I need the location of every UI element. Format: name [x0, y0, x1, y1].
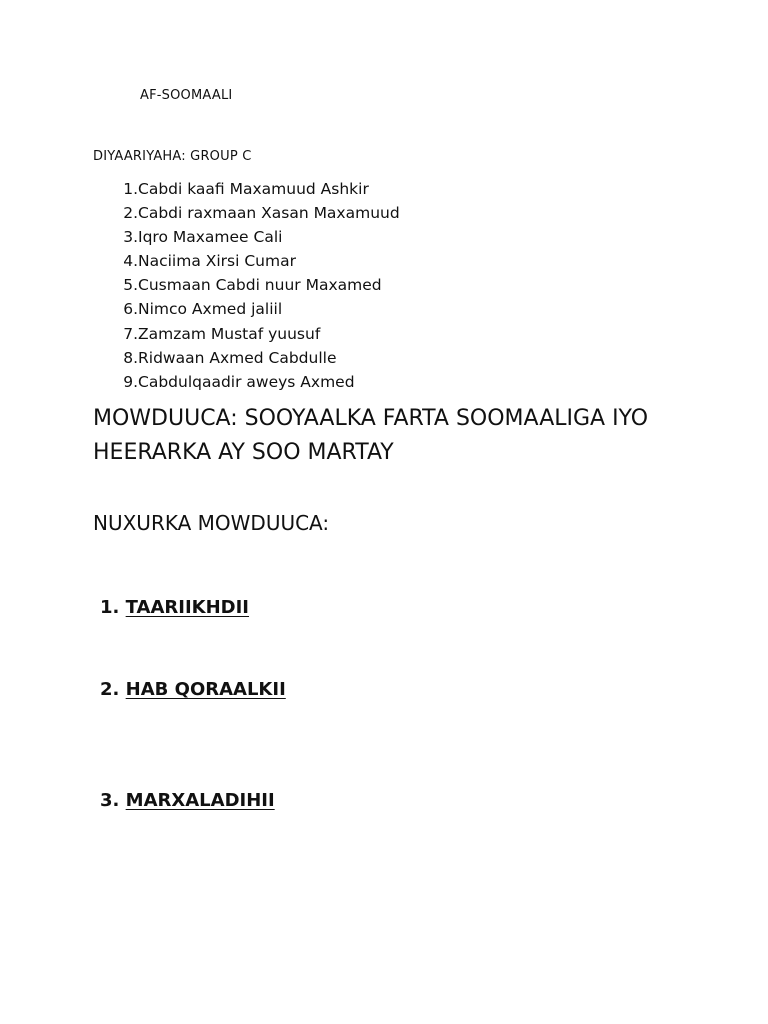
- list-item-number: 9.: [123, 372, 138, 391]
- list-item-number: 7.: [123, 324, 138, 343]
- group-members-list: [93, 177, 400, 394]
- list-item: [93, 322, 400, 346]
- list-item: [93, 249, 400, 273]
- section-heading-history: [100, 597, 249, 618]
- list-item-number: 3.: [123, 228, 138, 247]
- list-item-number: 1.: [123, 180, 138, 198]
- list-item: [93, 177, 400, 201]
- member-name: Cusmaan Cabdi nuur Maxamed: [138, 276, 382, 295]
- member-name: Cabdi kaafi Maxamuud Ashkir: [138, 180, 369, 198]
- list-item: [93, 297, 400, 321]
- section-title: TAARIIKHDII: [125, 597, 250, 618]
- list-item-number: 4.: [123, 252, 138, 271]
- section-heading-writing-system: [100, 679, 286, 700]
- member-name: Nimco Axmed jaliil: [138, 300, 283, 319]
- list-item-number: 2.: [123, 204, 138, 223]
- list-item: [93, 370, 400, 394]
- section-title: HAB QORAALKII: [125, 679, 286, 700]
- section-heading-stages: [100, 790, 275, 811]
- section-number: 2.: [100, 679, 120, 700]
- member-name: Ridwaan Axmed Cabdulle: [138, 348, 337, 367]
- prepared-by-label: DIYAARIYAHA: GROUP C: [93, 149, 252, 164]
- list-item: [93, 201, 400, 225]
- topic-title: MOWDUUCA: SOOYAALKA FARTA SOOMAALIGA IYO HEERARKA AY SOO MARTAY: [93, 406, 649, 465]
- member-name: Cabdi raxmaan Xasan Maxamuud: [138, 204, 400, 223]
- section-number: 1.: [100, 597, 120, 618]
- list-item: [93, 225, 400, 249]
- member-name: Zamzam Mustaf yuusuf: [138, 324, 321, 343]
- list-item-number: 6.: [123, 300, 138, 319]
- member-name: Cabdulqaadir aweys Axmed: [138, 372, 355, 391]
- list-item: [93, 273, 400, 297]
- list-item-number: 5.: [123, 276, 138, 295]
- list-item: [93, 346, 400, 370]
- member-name: Iqro Maxamee Cali: [138, 228, 283, 247]
- subject-label: AF-SOOMAALI: [140, 88, 233, 103]
- list-item-number: 8.: [123, 348, 138, 367]
- content-heading: NUXURKA MOWDUUCA:: [93, 511, 330, 535]
- member-name: Naciima Xirsi Cumar: [138, 252, 296, 271]
- section-title: MARXALADIHII: [125, 790, 275, 811]
- section-number: 3.: [100, 790, 120, 811]
